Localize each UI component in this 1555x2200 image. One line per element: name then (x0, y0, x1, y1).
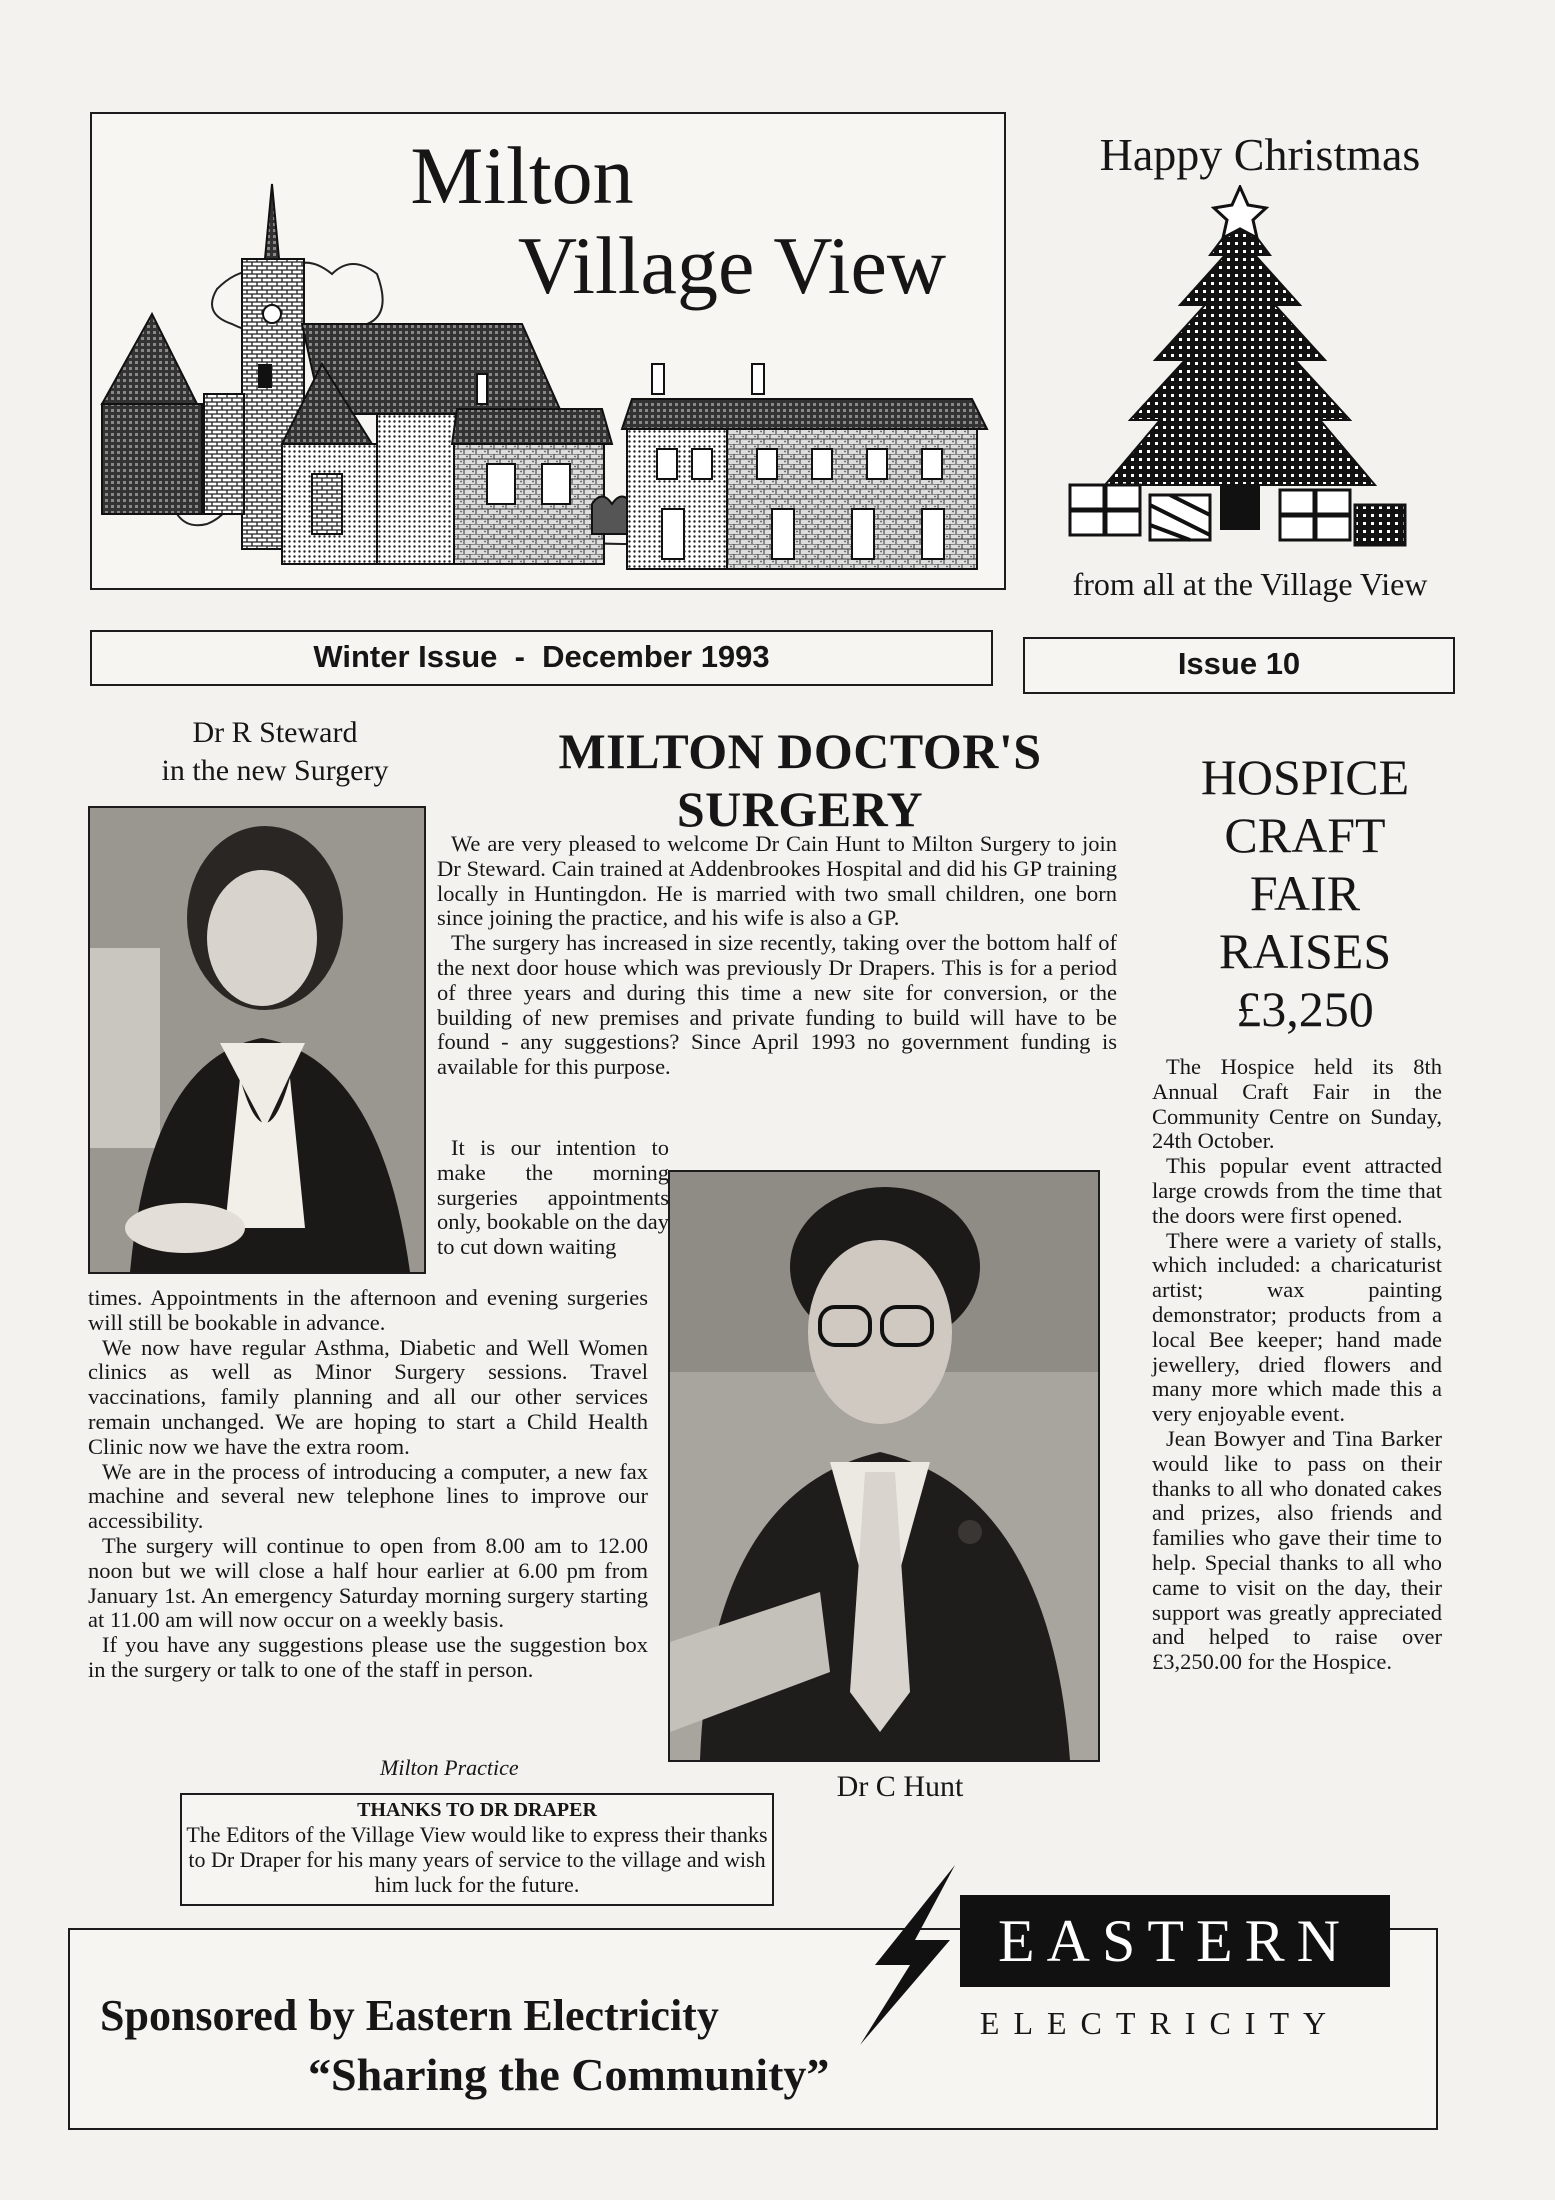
steward-caption-line1: Dr R Steward (192, 716, 358, 749)
masthead-title-line1: Milton (410, 130, 634, 221)
article-paragraph: We now have regular Asthma, Diabetic and Well Women clinics as well as Minor Surgery sessions. Travel vaccinations, family planning and all our other services remain unchanged. We are hoping to start a Child Health Clinic now we have the extra room. (88, 1334, 648, 1459)
article-paragraph: The surgery has increased in size recently, taking over the bottom half of the next door house which was previously Dr Drapers. This is for a period of three years and during this time a new site for conversion, or the building of new premises and private funding to build will have to be found - any suggestions? Since April 1993 no government funding is available for this purpose. (437, 930, 1117, 1080)
christmas-footer: from all at the Village View (1072, 566, 1428, 602)
article-paragraph: If you have any suggestions please use the suggestion box in the surgery or talk to one of the staff in person. (88, 1632, 648, 1682)
doctor-article-headline (500, 722, 1100, 838)
hospice-headline-l5: £3,250 (1236, 981, 1374, 1037)
hospice-paragraph: There were a variety of stalls, which included: a charicaturist artist; wax painting demonstrator; products from a local Bee keeper; hand made jewellery, dried flowers and many more which made this a very enjoyable event. (1152, 1227, 1442, 1427)
article-signature: Milton Practice (380, 1755, 519, 1780)
issue-date-banner: Winter Issue - December 1993 (90, 630, 993, 686)
article-paragraph: It is our intention to make the morning surgeries appointments only, bookable on the day to cut down waiting (437, 1135, 669, 1260)
hospice-headline-l4: RAISES (1218, 923, 1392, 979)
hospice-paragraph: Jean Bowyer and Tina Barker would like to pass on their thanks to all who donated cakes and prizes, also friends and families who gave their time to help. Special thanks to all who came to visit on the day, their support was greatly appreciated and helped to raise over £3,250.00 for the Hospice. (1152, 1425, 1442, 1675)
christmas-tree-icon (1050, 185, 1430, 565)
hospice-article (1152, 1055, 1442, 1675)
sponsor-line: Sponsored by Eastern Electricity (100, 1991, 719, 2040)
photo-dr-hunt (668, 1170, 1100, 1762)
eastern-electricity-logo: EASTERN (960, 1895, 1390, 1987)
christmas-greeting: Happy Christmas (1099, 129, 1421, 180)
photo-dr-steward (88, 806, 426, 1274)
hospice-headline-l1: HOSPICE (1200, 749, 1410, 805)
article-paragraph: We are very pleased to welcome Dr Cain Hunt to Milton Surgery to join Dr Steward. Cain trained at Addenbrookes Hospital and did his GP training locally in Huntingdon. He is married with two small children, one born since joining the practice, and his wife is also a GP. (437, 831, 1117, 931)
steward-caption-line2: in the new Surgery (161, 754, 389, 787)
thanks-text: The Editors of the Village View would like to express their thanks to Dr Draper for his many years of service to the village and wish him luck for the future. (186, 1822, 768, 1897)
hunt-photo-caption: Dr C Hunt (836, 1770, 964, 1803)
hospice-paragraph: This popular event attracted large crowds from the time that the doors were first opened. (1152, 1153, 1442, 1228)
steward-photo-caption (140, 714, 410, 790)
doctor-article-top (437, 832, 1117, 1080)
steward-portrait (90, 808, 424, 1272)
article-paragraph-continued: times. Appointments in the afternoon and evening surgeries will still be bookable in advance. (88, 1285, 648, 1335)
headline-line2: SURGERY (676, 781, 924, 837)
hunt-portrait (670, 1172, 1098, 1760)
doctor-article-bottom (88, 1286, 648, 1683)
thanks-notice (180, 1793, 774, 1906)
hospice-headline-l2: CRAFT (1224, 807, 1386, 863)
eastern-electricity-logo-sub: ELECTRICITY (979, 2005, 1341, 2041)
sponsor-slogan: “Sharing the Community” (308, 2049, 830, 2100)
masthead-frame (90, 112, 1006, 590)
article-paragraph: We are in the process of introducing a computer, a new fax machine and several new telephone lines to improve our accessibility. (88, 1458, 648, 1534)
thanks-title: THANKS TO DR DRAPER (357, 1799, 597, 1821)
hospice-headline (1180, 748, 1430, 1038)
issue-number-banner: Issue 10 (1023, 637, 1455, 694)
masthead-title-line2: Village View (517, 220, 947, 311)
headline-line1: MILTON DOCTOR'S (558, 723, 1042, 779)
hospice-headline-l3: FAIR (1249, 865, 1361, 921)
doctor-article-narrow (437, 1136, 669, 1260)
hospice-paragraph: The Hospice held its 8th Annual Craft Fair in the Community Centre on Sunday, 24th October. (1152, 1054, 1442, 1154)
article-paragraph: The surgery will continue to open from 8.00 am to 12.00 noon but we will close a half hour earlier at 6.00 pm from January 1st. An emergency Saturday morning surgery starting at 11.00 am will now occur on a weekly basis. (88, 1532, 648, 1633)
